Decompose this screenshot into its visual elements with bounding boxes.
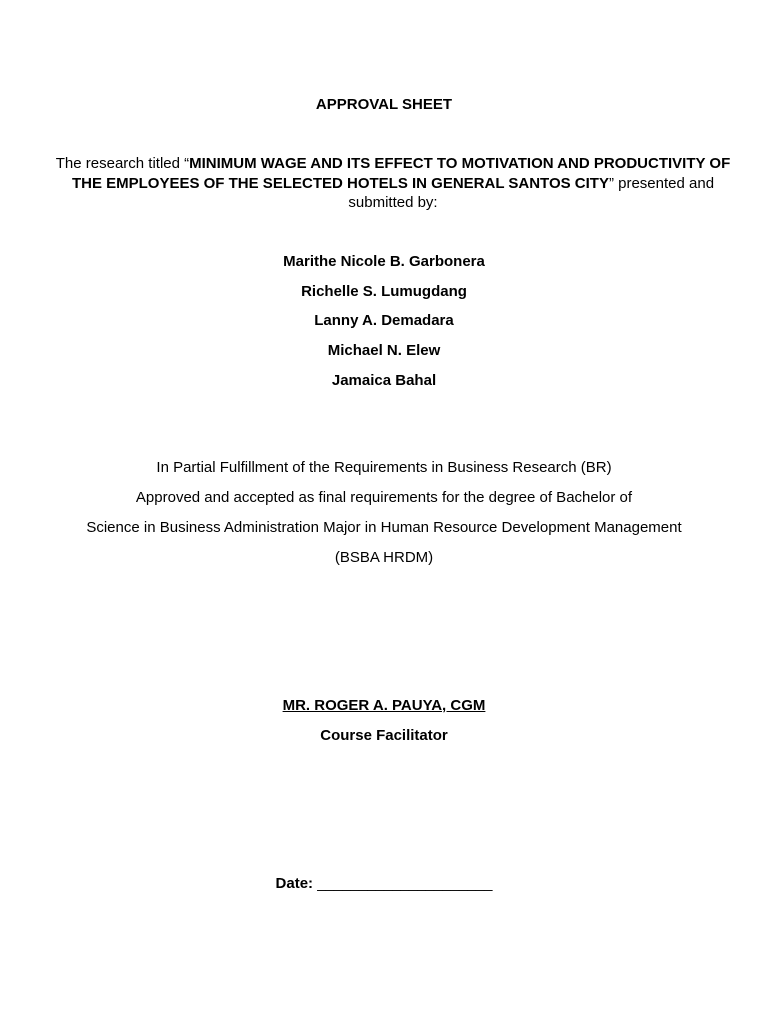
signatory-name-wrap [0, 696, 768, 715]
page-title: APPROVAL SHEET [315, 96, 453, 113]
date-blank-line: _____________________ [317, 875, 493, 892]
signatory-name: MR. ROGER A. PAUYA, CGM [282, 697, 486, 714]
author-name: Michael N. Elew [327, 342, 441, 359]
signatory-role: Course Facilitator [320, 727, 448, 744]
fulfillment-line: In Partial Fulfillment of the Requirements in Business Research (BR) [156, 459, 612, 476]
fulfillment-line: Science in Business Administration Major in Human Resource Development Management [86, 519, 682, 536]
date-field [0, 874, 768, 893]
fulfillment-line: Approved and accepted as final requirements for the degree of Bachelor of [135, 489, 633, 506]
date-label: Date: [275, 875, 314, 892]
intro-suffix: ” presented and submitted by: [348, 174, 715, 211]
author-name: Jamaica Bahal [331, 372, 437, 389]
intro-prefix: The research titled “ [55, 155, 190, 172]
author-name: Lanny A. Demadara [314, 312, 454, 329]
research-title: MINIMUM WAGE AND ITS EFFECT TO MOTIVATION AND PRODUCTIVITY OF THE EMPLOYEES OF THE SELECTED HOTELS IN GENERAL SANTOS CITY [71, 155, 731, 192]
intro-paragraph [48, 154, 738, 213]
author-name: Richelle S. Lumugdang [301, 283, 467, 300]
author-name: Marithe Nicole B. Garbonera [283, 253, 485, 270]
fulfillment-line: (BSBA HRDM) [334, 549, 434, 566]
